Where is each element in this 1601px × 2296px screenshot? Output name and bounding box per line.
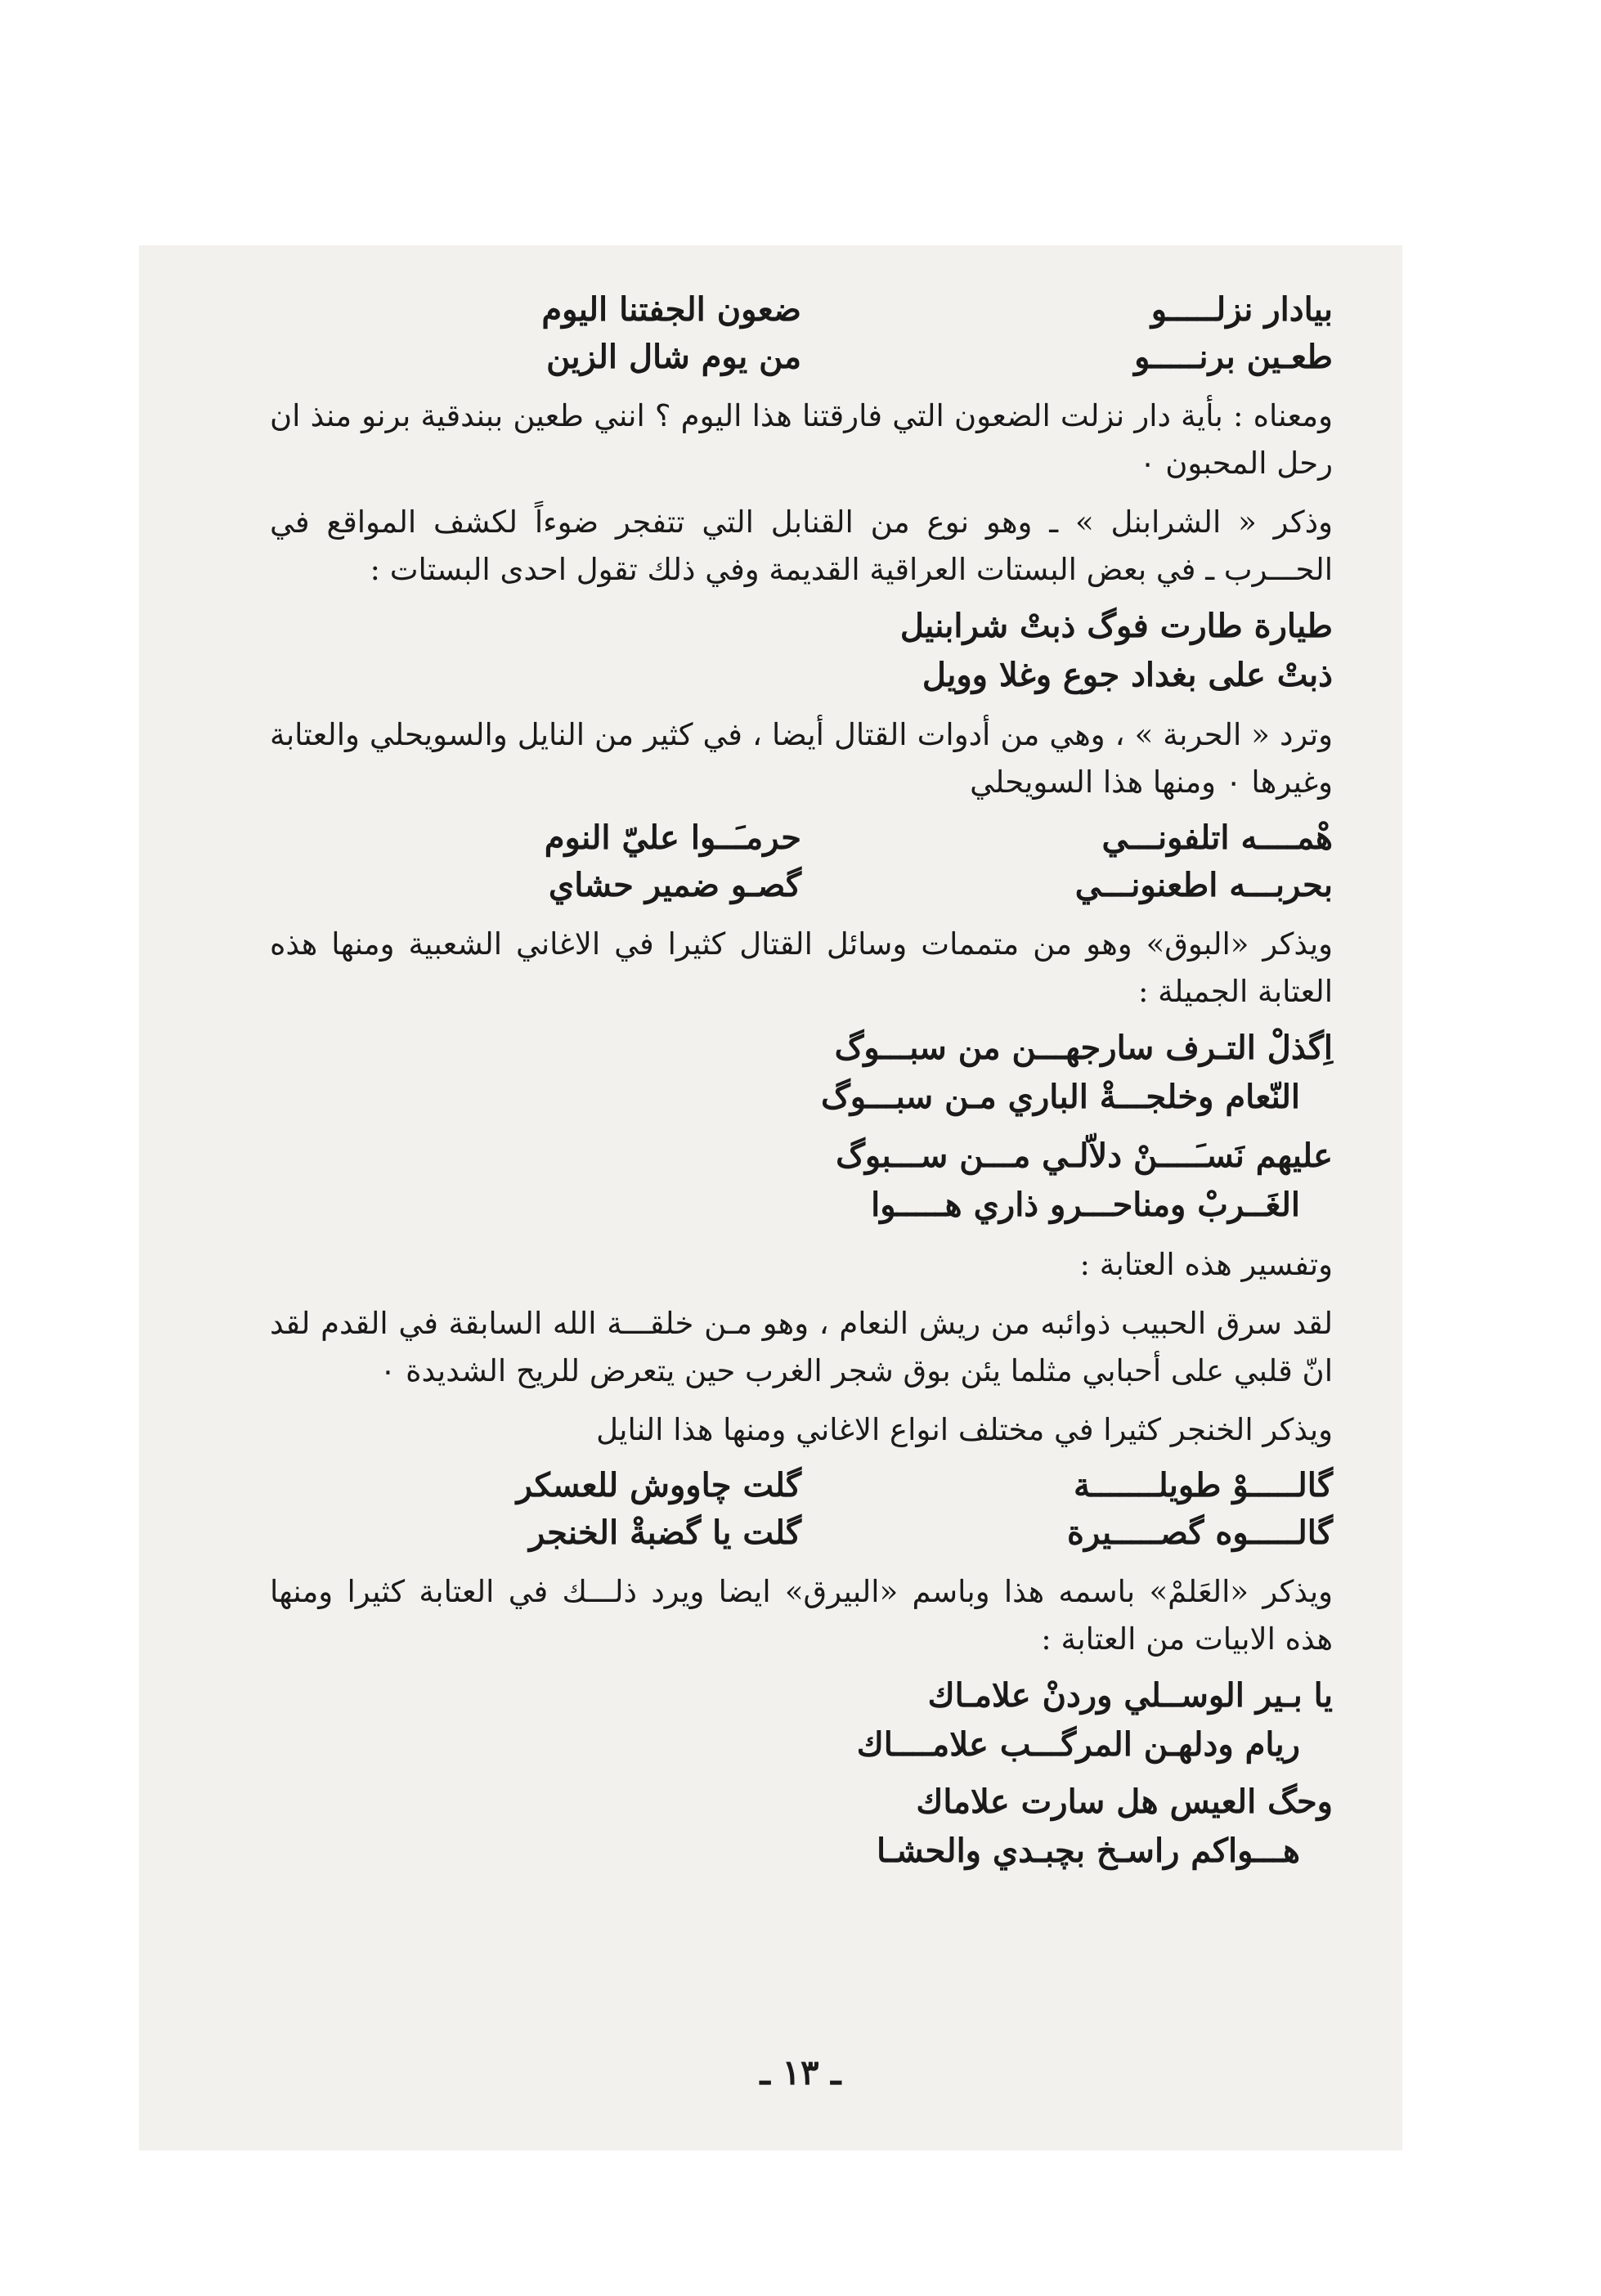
verse-line: بحربـــه اطعنونـــي xyxy=(1074,866,1333,904)
opening-couplet xyxy=(270,286,1333,381)
page-number: ـ ١٣ ـ xyxy=(760,2052,841,2092)
suwaihli-couplet xyxy=(270,814,1333,909)
couplet-right-column xyxy=(875,1462,1333,1557)
verse-line: گلت چاووش للعسكر xyxy=(516,1466,801,1505)
paragraph-dagger: ويذكر الخنجر كثيرا في مختلف انواع الاغاني ومنها هذا النايل xyxy=(596,1412,1333,1447)
verse-line: يا بـير الوســلي وردنْ علامـاك xyxy=(927,1676,1333,1715)
paragraph-flag: ويذكر «العَلمْ» باسمه هذا وباسم «البيرق» ايضا ويرد ذلـــك في العتابة كثيرا ومنها هذه الابيات من العتابة : xyxy=(270,1574,1333,1657)
verse-line: ذبتْ على بغداد جوع وغلا وويل xyxy=(922,656,1333,694)
verse-line: ضعون الجفتنا اليوم xyxy=(541,290,801,329)
ataba-poem-horn xyxy=(270,1024,1333,1230)
verse-line: من يوم شال الزين xyxy=(546,338,801,376)
verse-line: گلت يا گضبةْ الخنجر xyxy=(529,1513,801,1552)
paragraph-spear: وترد « الحربة » ، وهي من أدوات القتال أيضا ، في كثير من النايل والسويحلي والعتابة وغيرها ٠ ومنها هذا السويحلي xyxy=(270,717,1333,800)
couplet-right-column xyxy=(875,286,1333,381)
verse-line: عليهم نَسـَــــنْ دلاّلـي مـــن ســـبوگ xyxy=(836,1137,1333,1175)
verse-line: طعـين برنـــــو xyxy=(1134,338,1333,376)
verse-line: النّعام وخلجـــةْ الباري مـن سبـــوگ xyxy=(820,1078,1300,1116)
paragraph-shrapnel: وذكر « الشرابنل » ـ وهو نوع من القنابل التي تتفجر ضوءاً لكشف المواقع في الحـــرب ـ في بعض البستات العراقية القديمة وفي ذلك تقول احدى البستات : xyxy=(270,504,1333,587)
verse-line: ريام ودلهـن المرگـــب علامــــاك xyxy=(856,1725,1300,1764)
couplet-left-column xyxy=(417,814,801,909)
verse-line: اِگذلْ التـرف سارجهـــن من سبـــوگ xyxy=(834,1029,1333,1067)
paragraph-horn: ويذكر «البوق» وهو من متممات وسائل القتال كثيرا في الاغاني الشعبية ومنها هذه العتابة الجميلة : xyxy=(270,926,1333,1009)
verse-line: هْمــــه اتلفونـــي xyxy=(1101,818,1333,857)
verse-line: حرمـَــوا عليّ النوم xyxy=(544,818,801,857)
document-page xyxy=(270,286,1333,1884)
verse-line: بيادار نزلـــــو xyxy=(1150,290,1333,329)
bista-poem xyxy=(270,602,1333,700)
verse-line: گالـــــوْ طويلـــــــة xyxy=(1074,1466,1333,1505)
verse-line: طيارة طارت فوگ ذبتْ شرابنيل xyxy=(899,607,1333,645)
verse-line: گصـو ضمير حشاي xyxy=(548,866,801,904)
verse-line: گالـــــوه گصـــــيرة xyxy=(1067,1513,1333,1552)
ataba-poem-flag xyxy=(270,1671,1333,1876)
verse-line: هـــواكم راسـخ بچبـدي والحشـا xyxy=(876,1832,1300,1870)
paragraph-explanation: لقد سرق الحبيب ذوائبه من ريش النعام ، وهو مـن خلقـــة الله السابقة في القدم لقد انّ قلبي على أحبابي مثلما يئن بوق شجر الغرب حين يتعرض للريح الشديدة ٠ xyxy=(270,1306,1333,1388)
couplet-right-column xyxy=(875,814,1333,909)
verse-line: الغَــربْ ومناحـــرو ذاري هـــــوا xyxy=(871,1186,1300,1224)
couplet-left-column xyxy=(417,1462,801,1557)
nayil-couplet xyxy=(270,1462,1333,1557)
paragraph-meaning: ومعناه : بأية دار نزلت الضعون التي فارقتنا هذا اليوم ؟ انني طعين ببندقية برنو منذ ان رحل المحبون ٠ xyxy=(270,398,1333,481)
couplet-left-column xyxy=(417,286,801,381)
verse-line: وحگ العيس هل سارت علاماك xyxy=(916,1783,1333,1821)
paragraph-explanation-heading: وتفسير هذه العتابة : xyxy=(1079,1247,1333,1282)
